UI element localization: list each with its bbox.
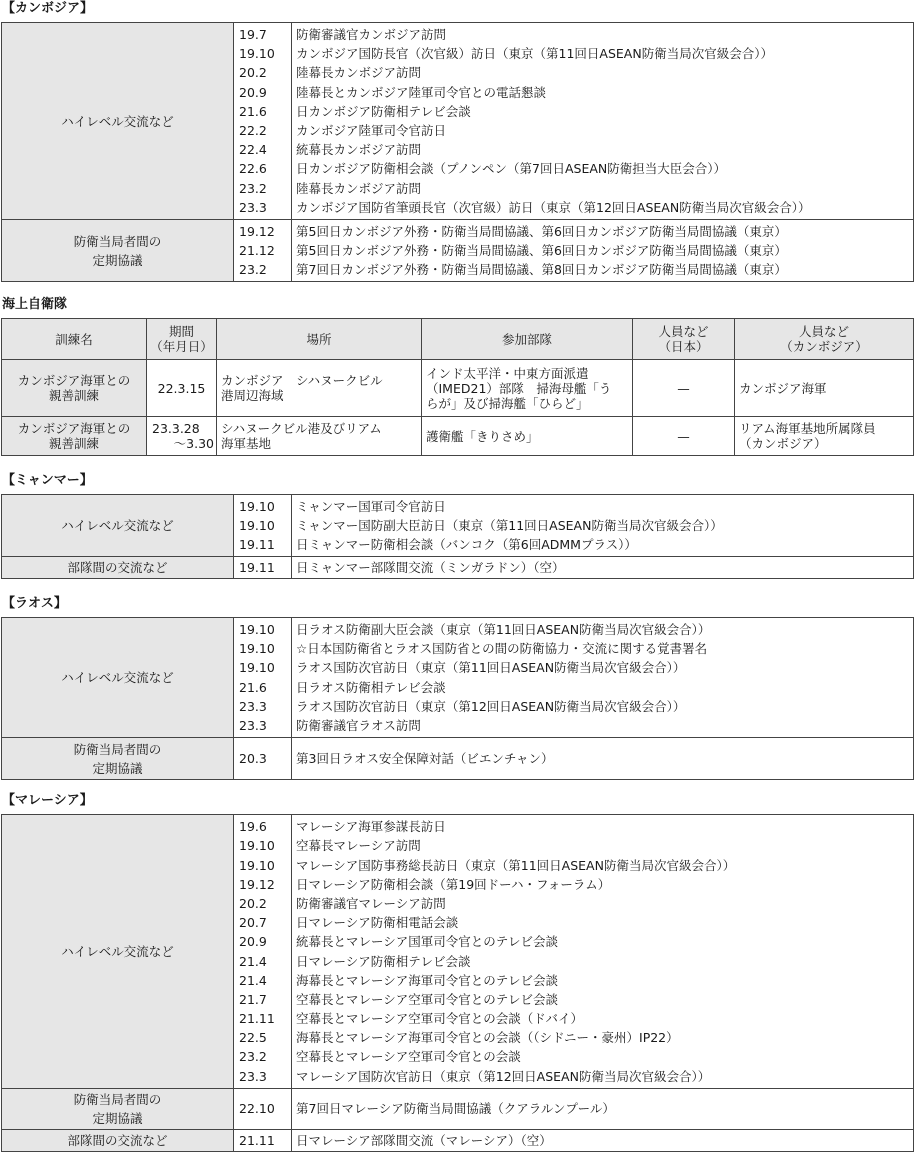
event-text: 日マレーシア防衛相テレビ会談	[296, 953, 471, 969]
cell-line: シハヌークビル港及びリアム	[221, 421, 382, 436]
event-text: 統幕長カンボジア訪問	[296, 142, 422, 158]
header-personnel-japan	[633, 319, 735, 360]
section-title-myanmar: 【ミャンマー】	[2, 473, 93, 488]
cell-line: カンボジア シハヌークビル	[221, 373, 383, 388]
malaysia-table	[1, 814, 914, 1152]
header-line: （年月日）	[150, 339, 213, 354]
cell-line: （カンボジア）	[739, 436, 827, 451]
header-line: （日本）	[658, 339, 709, 354]
header-place: 場所	[217, 319, 422, 360]
event-date: 19.10	[239, 838, 275, 854]
event-date: 20.9	[239, 84, 267, 100]
personnel-cambodia-cell	[735, 417, 914, 456]
cell-line: リアム海軍基地所属隊員	[739, 421, 876, 436]
header-line: 人員など	[798, 324, 849, 339]
category-label-line: 定期協議	[92, 252, 143, 268]
event-text: マレーシア国防次官訪日（東京（第12回日ASEAN防衛当局次官級会合））	[296, 1068, 711, 1084]
event-date: 19.12	[239, 876, 275, 892]
cell-line: 港周辺海域	[221, 388, 284, 403]
event-date: 21.11	[239, 1011, 275, 1027]
cell-line: 23.3.28	[152, 421, 200, 436]
cell-line: ～3.30	[173, 436, 214, 451]
event-text: 防衛審議官カンボジア訪問	[296, 27, 447, 43]
section-title-cambodia: 【カンボジア】	[2, 1, 94, 16]
table-row	[2, 220, 914, 282]
event-date: 23.3	[239, 717, 267, 733]
category-label-line: 防衛当局者間の	[73, 1092, 162, 1107]
event-text: 日ラオス防衛副大臣会談（東京（第11回日ASEAN防衛当局次官級会合））	[296, 621, 711, 637]
event-date: 21.7	[239, 991, 267, 1007]
event-text: 空幕長とマレーシア空軍司令官との会談（ドバイ）	[296, 1011, 584, 1027]
table-row	[2, 557, 914, 579]
table-row	[2, 360, 914, 417]
personnel-cambodia-cell	[735, 360, 914, 417]
cell-line: 親善訓練	[48, 436, 99, 451]
event-date: 22.5	[239, 1030, 267, 1046]
header-personnel-cambodia	[735, 319, 914, 360]
date-cell	[234, 1089, 292, 1130]
event-cell	[292, 495, 914, 557]
place-cell	[217, 417, 422, 456]
table-row	[2, 495, 914, 557]
header-line: 人員など	[658, 324, 709, 339]
category-label-line: 定期協議	[92, 760, 143, 776]
category-high-level: ハイレベル交流など	[2, 23, 234, 220]
event-text: 日マレーシア部隊間交流（マレーシア）（空）	[296, 1132, 552, 1148]
cell-line: インド太平洋・中東方面派遣	[426, 365, 589, 381]
event-date: 19.7	[239, 27, 267, 43]
event-text: 陸幕長カンボジア訪問	[296, 180, 422, 196]
event-text: 陸幕長とカンボジア陸軍司令官との電話懇談	[296, 84, 547, 100]
date-cell	[234, 618, 292, 738]
table-row	[2, 618, 914, 738]
event-text: 日ラオス防衛相テレビ会談	[296, 679, 446, 695]
date-cell	[234, 495, 292, 557]
event-date: 22.2	[239, 123, 267, 138]
date-cell	[234, 220, 292, 282]
event-date: 19.10	[239, 517, 275, 533]
event-text: 日カンボジア防衛相テレビ会談	[296, 103, 471, 119]
event-text: 海幕長とマレーシア海軍司令官との会談（（シドニー・豪州）IP22）	[296, 1030, 679, 1046]
event-text: ☆日本国防衛省とラオス国防省との間の防衛協力・交流に関する覚書署名	[296, 641, 708, 657]
event-cell	[292, 618, 914, 738]
event-date: 19.11	[239, 559, 275, 575]
event-date: 23.2	[239, 1049, 267, 1065]
table-header-row	[2, 319, 914, 360]
event-date: 23.2	[239, 262, 267, 278]
event-text: 防衛審議官マレーシア訪問	[296, 895, 446, 911]
category-label-line: 定期協議	[92, 1111, 143, 1126]
event-text: 第3回日ラオス安全保障対話（ビエンチャン）	[296, 750, 554, 766]
event-text: 空幕長とマレーシア空軍司令官との会談	[296, 1049, 521, 1065]
header-line: 期間	[168, 324, 194, 339]
event-cell	[292, 815, 914, 1089]
event-date: 21.12	[239, 242, 275, 258]
place-cell	[217, 360, 422, 417]
date-cell	[234, 738, 292, 780]
header-period	[147, 319, 217, 360]
date-cell	[234, 557, 292, 579]
section-title-malaysia: 【マレーシア】	[2, 793, 93, 808]
category-high-level: ハイレベル交流など	[2, 815, 234, 1089]
event-text: ラオス国防次官訪日（東京（第11回日ASEAN防衛当局次官級会合））	[296, 660, 686, 676]
table-row	[2, 417, 914, 456]
event-cell	[292, 23, 914, 220]
category-unit-exchange: 部隊間の交流など	[2, 1130, 234, 1152]
section-title-msdf: 海上自衛隊	[2, 297, 68, 312]
event-cell	[292, 220, 914, 282]
event-date: 19.6	[239, 819, 267, 835]
event-date: 21.6	[239, 679, 267, 695]
category-high-level: ハイレベル交流など	[2, 495, 234, 557]
laos-table	[1, 617, 914, 780]
event-text: カンボジア陸軍司令官訪日	[296, 123, 447, 138]
msdf-training-table	[1, 318, 914, 456]
event-text: 第5回日カンボジア外務・防衛当局間協議、第6回日カンボジア防衛当局間協議（東京）	[296, 223, 787, 239]
cell-line: 親善訓練	[48, 388, 99, 403]
section-title-laos: 【ラオス】	[2, 596, 67, 611]
cambodia-table	[1, 22, 914, 282]
event-cell	[292, 1130, 914, 1152]
event-date: 20.2	[239, 65, 267, 81]
event-date: 20.3	[239, 750, 267, 766]
table-row	[2, 23, 914, 220]
event-date: 19.10	[239, 498, 275, 514]
cell-line: カンボジア海軍	[739, 380, 827, 396]
event-date: 20.7	[239, 915, 267, 931]
event-date: 19.10	[239, 857, 275, 873]
event-text: 防衛審議官ラオス訪問	[296, 717, 421, 733]
event-text: 陸幕長カンボジア訪問	[296, 65, 422, 81]
event-text: ミャンマー国軍司令官訪日	[296, 498, 446, 514]
event-text: 日マレーシア防衛相電話会談	[296, 915, 459, 931]
category-regular-talks	[2, 738, 234, 780]
myanmar-table	[1, 494, 914, 579]
date-cell	[234, 23, 292, 220]
table-row	[2, 815, 914, 1089]
units-cell	[422, 417, 633, 456]
event-text: 日カンボジア防衛相会談（プノンペン（第7回日ASEAN防衛担当大臣会合））	[296, 161, 726, 177]
event-date: 21.4	[239, 972, 267, 988]
event-date: 22.6	[239, 161, 267, 177]
event-text: 第7回日マレーシア防衛当局間協議（クアラルンプール）	[296, 1101, 615, 1117]
event-text: ラオス国防次官訪日（東京（第12回日ASEAN防衛当局次官級会合））	[296, 698, 686, 714]
event-text: 第5回日カンボジア外務・防衛当局間協議、第6回日カンボジア防衛当局間協議（東京）	[296, 242, 787, 258]
event-date: 20.9	[239, 934, 267, 950]
cell-line: 22.3.15	[157, 380, 206, 396]
event-cell	[292, 557, 914, 579]
period-cell	[147, 417, 217, 456]
category-unit-exchange: 部隊間の交流など	[2, 557, 234, 579]
event-text: 日マレーシア防衛相会談（第19回ドーハ・フォーラム）	[296, 876, 611, 892]
table-row	[2, 738, 914, 780]
event-text: 日ミャンマー防衛相会談（バンコク（第6回ADMMプラス））	[296, 537, 637, 553]
event-text: カンボジア国防省筆頭長官（次官級）訪日（東京（第12回日ASEAN防衛当局次官級会合））	[296, 199, 811, 215]
cell-line: らが」及び掃海艦「ひらど」	[426, 395, 589, 411]
cell-line: 護衛艦「きりさめ」	[426, 428, 539, 444]
cell-line: カンボジア海軍との	[17, 421, 131, 436]
personnel-japan-cell: —	[633, 360, 735, 417]
header-units: 参加部隊	[422, 319, 633, 360]
event-date: 20.2	[239, 895, 267, 911]
event-cell	[292, 1089, 914, 1130]
cell-line: 海軍基地	[221, 436, 272, 451]
period-cell	[147, 360, 217, 417]
event-text: 第7回日カンボジア外務・防衛当局間協議、第8回日カンボジア防衛当局間協議（東京）	[296, 262, 787, 278]
event-text: 空幕長マレーシア訪問	[296, 838, 421, 854]
event-date: 19.10	[239, 621, 275, 637]
training-name-cell	[2, 417, 147, 456]
event-date: 23.3	[239, 1068, 267, 1084]
date-cell	[234, 1130, 292, 1152]
event-date: 22.10	[239, 1101, 275, 1117]
category-label-line: 防衛当局者間の	[73, 233, 162, 249]
event-date: 21.11	[239, 1132, 275, 1148]
event-date: 21.6	[239, 103, 267, 119]
event-text: マレーシア国防事務総長訪日（東京（第11回日ASEAN防衛当局次官級会合））	[296, 857, 736, 873]
date-cell	[234, 815, 292, 1089]
category-regular-talks	[2, 220, 234, 282]
event-date: 19.10	[239, 641, 275, 657]
event-date: 19.10	[239, 46, 275, 62]
category-regular-talks	[2, 1089, 234, 1130]
header-line: （カンボジア）	[780, 339, 868, 354]
event-date: 21.4	[239, 953, 267, 969]
category-label-line: 防衛当局者間の	[73, 741, 162, 757]
units-cell	[422, 360, 633, 417]
table-row	[2, 1089, 914, 1130]
event-text: マレーシア海軍参謀長訪日	[296, 819, 446, 835]
event-date: 23.3	[239, 199, 267, 215]
header-training-name: 訓練名	[2, 319, 147, 360]
event-date: 19.10	[239, 660, 275, 676]
training-name-cell	[2, 360, 147, 417]
event-date: 19.11	[239, 537, 275, 553]
event-text: 空幕長とマレーシア空軍司令官とのテレビ会談	[296, 991, 559, 1007]
event-text: カンボジア国防長官（次官級）訪日（東京（第11回日ASEAN防衛当局次官級会合））	[296, 46, 773, 62]
event-date: 23.3	[239, 698, 267, 714]
category-high-level: ハイレベル交流など	[2, 618, 234, 738]
event-text: 日ミャンマー部隊間交流（ミンガラドン）（空）	[296, 559, 565, 575]
event-date: 23.2	[239, 180, 267, 196]
event-cell	[292, 738, 914, 780]
personnel-japan-cell: —	[633, 417, 735, 456]
cell-line: （IMED21）部隊 掃海母艦「う	[426, 380, 612, 396]
event-text: 統幕長とマレーシア国軍司令官とのテレビ会談	[296, 934, 559, 950]
event-text: 海幕長とマレーシア海軍司令官とのテレビ会談	[296, 972, 559, 988]
event-text: ミャンマー国防副大臣訪日（東京（第11回日ASEAN防衛当局次官級会合））	[296, 517, 723, 533]
cell-line: カンボジア海軍との	[17, 373, 131, 388]
event-date: 19.12	[239, 223, 275, 239]
table-row	[2, 1130, 914, 1152]
event-date: 22.4	[239, 142, 267, 158]
